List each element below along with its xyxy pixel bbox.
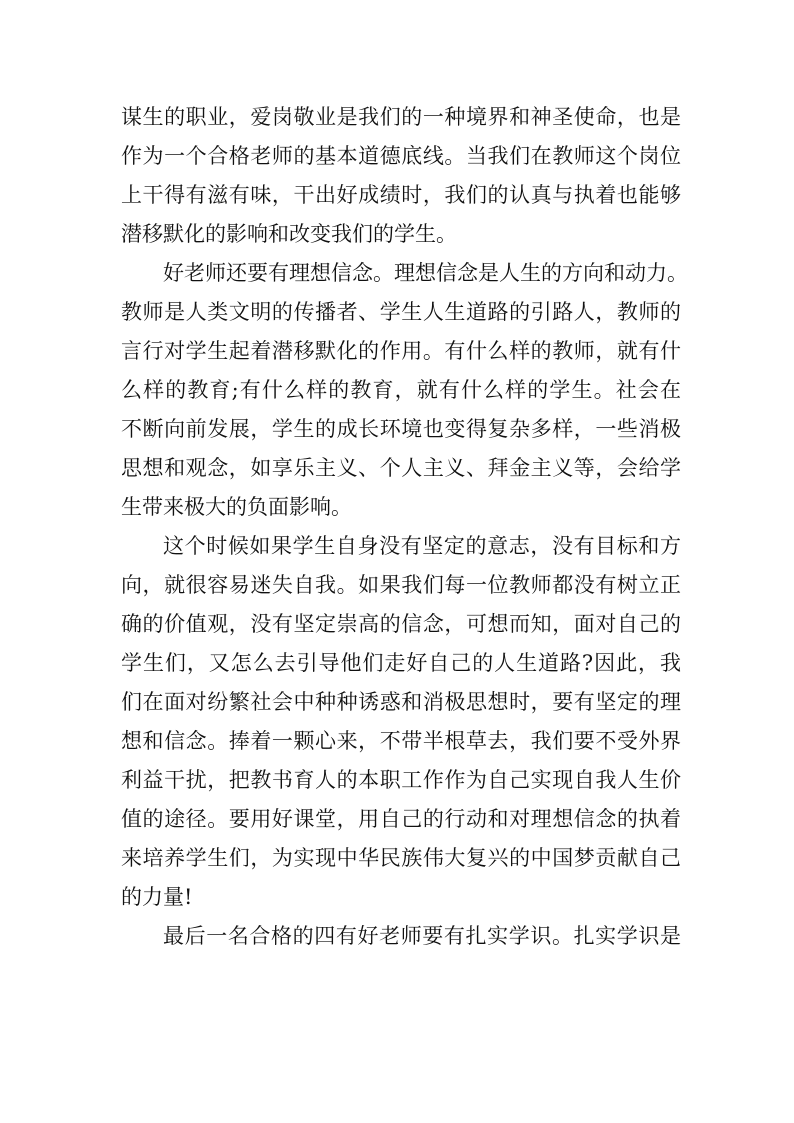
paragraph-first-line: 这个时候如果学生自身没有坚定的意志，没有目标和方 [163, 534, 681, 558]
text-line: 利益干扰，把教书育人的本职工作作为自己实现自我人生价 [121, 768, 681, 792]
text-line: 上干得有滋有味，干出好成绩时，我们的认真与执着也能够 [121, 183, 681, 207]
paragraph-first-line: 好老师还要有理想信念。理想信念是人生的方向和动力。 [163, 261, 688, 285]
text-line: 谋生的职业，爱岗敬业是我们的一种境界和神圣使命，也是 [121, 105, 681, 129]
text-line: 潜移默化的影响和改变我们的学生。 [121, 222, 457, 246]
text-line: 教师是人类文明的传播者、学生人生道路的引路人，教师的 [121, 300, 681, 324]
text-line: 的力量! [121, 885, 193, 909]
text-line: 学生们，又怎么去引导他们走好自己的人生道路?因此，我 [121, 651, 681, 675]
text-line: 生带来极大的负面影响。 [121, 495, 352, 519]
text-line: 确的价值观，没有坚定崇高的信念，可想而知，面对自己的 [121, 612, 681, 636]
text-line: 想和信念。捧着一颗心来，不带半根草去，我们要不受外界 [121, 729, 681, 753]
text-line: 思想和观念，如享乐主义、个人主义、拜金主义等，会给学 [121, 456, 681, 480]
paragraph-first-line: 最后一名合格的四有好老师要有扎实学识。扎实学识是 [163, 924, 681, 948]
text-line: 来培养学生们，为实现中华民族伟大复兴的中国梦贡献自己 [121, 846, 681, 870]
text-line: 向，就很容易迷失自我。如果我们每一位教师都没有树立正 [121, 573, 681, 597]
text-line: 言行对学生起着潜移默化的作用。有什么样的教师，就有什 [121, 339, 681, 363]
text-line: 么样的教育;有什么样的教育，就有什么样的学生。社会在 [121, 378, 681, 402]
body-text [121, 98, 688, 956]
text-line: 不断向前发展，学生的成长环境也变得复杂多样，一些消极 [121, 417, 681, 441]
text-line: 们在面对纷繁社会中种种诱惑和消极思想时，要有坚定的理 [121, 690, 681, 714]
text-line: 作为一个合格老师的基本道德底线。当我们在教师这个岗位 [121, 144, 681, 168]
text-line: 值的途径。要用好课堂，用自己的行动和对理想信念的执着 [121, 807, 681, 831]
